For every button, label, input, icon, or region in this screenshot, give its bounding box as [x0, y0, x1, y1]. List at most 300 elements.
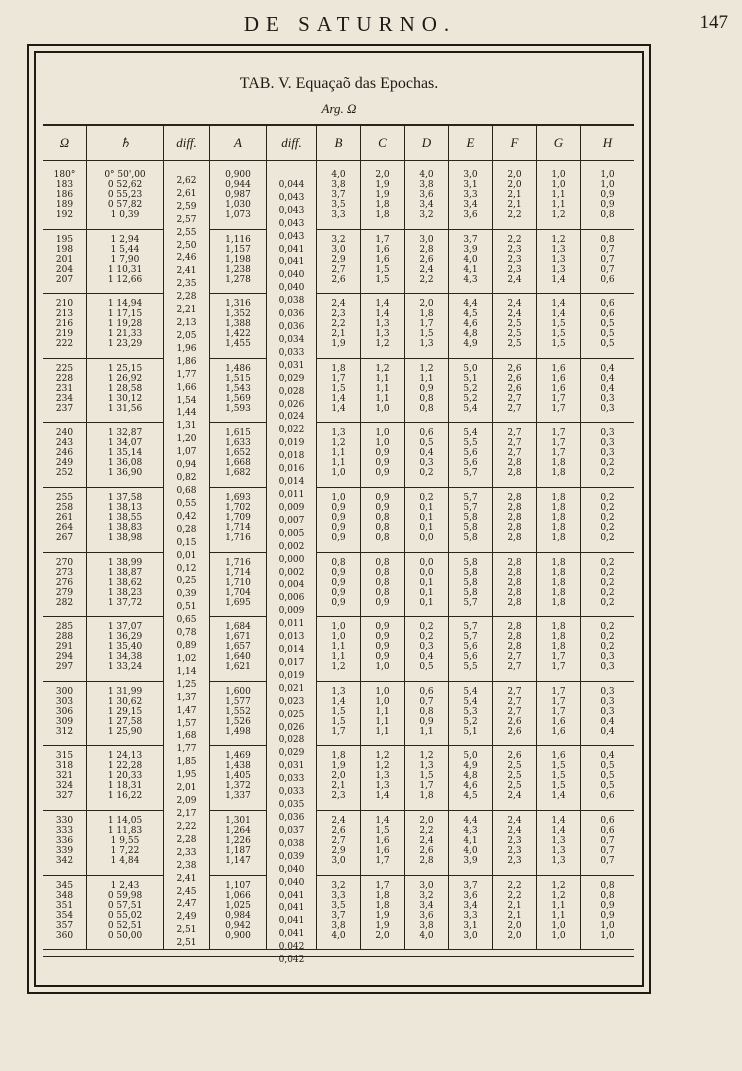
table-cell: 2,8 [419, 244, 434, 255]
table-title: TAB. V. Equaçaõ das Epochas. [239, 75, 439, 92]
table-cell: 4,0 [419, 930, 434, 941]
table-cell: 2,8 [507, 597, 522, 608]
cell-group-d [405, 751, 448, 815]
table-cell: 1 18,31 [107, 781, 143, 792]
group-separator [210, 552, 266, 553]
table-cell: 0,029 [278, 373, 305, 384]
table-cell: 1 36,08 [107, 458, 143, 469]
table-cell: 1,714 [225, 523, 251, 533]
table-cell: 1,3 [419, 339, 434, 350]
table-cell: 1,0 [331, 468, 346, 479]
table-cell: 2,0 [419, 816, 434, 826]
table-cell: 1,702 [225, 503, 251, 513]
table-cell: 1 38,99 [107, 557, 143, 568]
table-cell: 354 [55, 910, 74, 921]
cell-group-saturn [87, 558, 163, 622]
group-separator [537, 745, 580, 746]
group-separator [317, 358, 360, 359]
cell-group-diff-a [164, 564, 209, 628]
cell-group-saturn [87, 170, 163, 234]
cell-group-f [493, 751, 536, 815]
cell-group-b [317, 687, 360, 751]
group-separator [581, 552, 634, 553]
group-separator [449, 422, 492, 423]
cell-group-g [537, 493, 580, 557]
table-cell: 1,6 [375, 836, 390, 846]
column-diff-b [267, 126, 317, 966]
table-cell: 2,6 [507, 726, 522, 737]
group-separator [405, 293, 448, 294]
table-cell: 5,0 [463, 363, 478, 374]
table-cell: 0,25 [176, 576, 197, 587]
group-separator [87, 810, 163, 811]
table-cell: 1 38,62 [107, 577, 143, 588]
table-cell: 0,2 [419, 622, 434, 633]
cell-group-e [449, 751, 492, 815]
table-cell: 0,033 [278, 347, 305, 358]
table-cell: 3,0 [331, 856, 346, 866]
table-cell: 1,0 [600, 920, 615, 931]
table-cell: 1,2 [375, 339, 390, 350]
table-cell: 222 [55, 339, 74, 350]
table-cell: 0,3 [600, 686, 615, 697]
table-cell: 1,668 [225, 458, 251, 469]
table-cell: 0,9 [600, 900, 615, 911]
cell-group-f [493, 170, 536, 234]
cell-group-f [493, 816, 536, 880]
table-cell: 1,4 [331, 393, 346, 404]
table-cell: 5,4 [463, 428, 478, 439]
column-omega [43, 126, 87, 949]
table-cell: 1,6 [551, 383, 566, 394]
table-cell: 1 35,14 [107, 448, 143, 459]
group-separator [449, 293, 492, 294]
table-cell: 5,2 [463, 393, 478, 404]
table-cell: 2,4 [419, 264, 434, 275]
table-cell: 2,8 [507, 622, 522, 633]
table-cell: 1,9 [375, 920, 390, 931]
table-cell: 1,652 [225, 448, 251, 459]
table-cell: 0,9 [375, 632, 390, 643]
group-separator [493, 422, 536, 423]
table-cell: 1,7 [375, 856, 390, 866]
bottom-rule [43, 956, 634, 957]
group-separator [537, 875, 580, 876]
table-cell: 1,8 [551, 523, 566, 533]
table-cell: 0,040 [278, 283, 305, 294]
table-cell: 1,107 [225, 880, 251, 891]
table-frame-inner [34, 51, 644, 987]
table-cell: 1,8 [551, 557, 566, 568]
table-cell: 1,1 [331, 642, 346, 653]
table-cell: 0,026 [278, 399, 305, 410]
table-cell: 1,025 [225, 900, 251, 911]
table-cell: 0,2 [419, 468, 434, 479]
table-cell: 2,6 [331, 826, 346, 836]
cell-group-e [449, 687, 492, 751]
table-cell: 345 [55, 880, 74, 891]
table-cell: 1,5 [331, 716, 346, 727]
table-cell: 1,7 [419, 319, 434, 330]
table-cell: 1,5 [551, 319, 566, 330]
table-cell: 0,006 [278, 593, 305, 604]
table-cell: 0,2 [600, 513, 615, 523]
table-cell: 1,422 [225, 329, 251, 340]
cell-group-f [493, 622, 536, 686]
table-cell: 1,455 [225, 339, 251, 350]
table-cell: 1,4 [551, 816, 566, 826]
cell-group-saturn [87, 299, 163, 363]
table-cell: 1,5 [375, 264, 390, 275]
table-cell: 342 [55, 856, 74, 866]
table-cell: 1,615 [225, 428, 251, 439]
table-cell: 1,5 [551, 771, 566, 782]
group-separator [210, 875, 266, 876]
group-separator [449, 552, 492, 553]
table-cell: 1 30,62 [107, 696, 143, 707]
table-cell: 3,6 [463, 890, 478, 901]
table-cell: 3,3 [331, 210, 346, 220]
table-cell: 2,09 [176, 796, 197, 807]
table-cell: 297 [55, 662, 74, 673]
group-separator [493, 487, 536, 488]
table-cell: 339 [55, 846, 74, 856]
table-cell: 5,6 [463, 448, 478, 459]
table-cell: 0,4 [600, 726, 615, 737]
cell-group-diff-b [267, 632, 316, 696]
table-cell: 0,4 [600, 751, 615, 762]
table-cell: 4,5 [463, 791, 478, 802]
table-cell: 306 [55, 706, 74, 717]
table-cell: 0,013 [278, 632, 305, 643]
table-cell: 2,33 [176, 847, 197, 858]
table-cell: 1,4 [375, 791, 390, 802]
group-separator [537, 293, 580, 294]
table-cell: 2,47 [176, 899, 197, 910]
table-cell: 3,4 [463, 900, 478, 911]
table-cell: 1,3 [419, 761, 434, 772]
table-cell: 1 32,87 [107, 428, 143, 439]
table-cell: 2,49 [176, 912, 197, 923]
table-cell: 0,65 [176, 615, 197, 626]
cell-group-h [581, 816, 634, 880]
table-cell: 5,6 [463, 642, 478, 653]
table-cell: 1,3 [551, 264, 566, 275]
table-cell: 0,8 [419, 403, 434, 414]
table-cell: 261 [55, 513, 74, 523]
cell-group-f [493, 687, 536, 751]
group-separator [537, 358, 580, 359]
table-cell: 1,486 [225, 363, 251, 374]
table-cell: 1,3 [551, 856, 566, 866]
table-cell: 0,0 [419, 557, 434, 568]
table-cell: 1,0 [375, 662, 390, 673]
table-cell: 1 5,44 [110, 244, 140, 255]
table-cell: 2,13 [176, 318, 197, 329]
table-cell: 1,3 [331, 428, 346, 439]
table-cell: 3,8 [419, 180, 434, 190]
table-cell: 2,55 [176, 227, 197, 238]
cell-group-e [449, 493, 492, 557]
table-cell: 5,7 [463, 493, 478, 503]
table-cell: 0,9 [600, 200, 615, 210]
cell-group-c [361, 751, 404, 815]
table-cell: 2,4 [331, 299, 346, 310]
cell-group-omega [43, 751, 86, 815]
group-separator [581, 229, 634, 230]
cell-group-saturn [87, 428, 163, 492]
table-cell: 1,682 [225, 468, 251, 479]
table-cell: 2,61 [176, 188, 197, 199]
table-cell: 2,22 [176, 822, 197, 832]
table-cell: 3,1 [463, 920, 478, 931]
table-cell: 0,28 [176, 524, 197, 535]
table-cell: 1,9 [375, 180, 390, 190]
group-separator [581, 745, 634, 746]
table-cell: 324 [55, 781, 74, 792]
group-separator [87, 422, 163, 423]
group-separator [405, 875, 448, 876]
table-cell: 1,8 [551, 513, 566, 523]
cell-group-diff-a [164, 757, 209, 821]
table-cell: 0,3 [600, 448, 615, 459]
table-cell: 1 37,07 [107, 622, 143, 633]
table-cell: 0,7 [600, 846, 615, 856]
table-cell: 207 [55, 274, 74, 285]
group-separator [210, 293, 266, 294]
table-cell: 1 27,58 [107, 716, 143, 727]
table-cell: 2,5 [507, 771, 522, 782]
table-cell: 1,47 [176, 705, 197, 716]
table-cell: 2,1 [507, 200, 522, 210]
table-cell: 0,8 [600, 234, 615, 245]
table-cell: 2,6 [507, 373, 522, 384]
table-cell: 1 22,28 [107, 761, 143, 772]
cell-group-d [405, 881, 448, 945]
table-cell: 3,3 [463, 190, 478, 200]
table-cell: 2,4 [507, 826, 522, 836]
group-separator [537, 810, 580, 811]
table-cell: 2,2 [507, 234, 522, 245]
cell-group-omega [43, 558, 86, 622]
table-cell: 0,6 [419, 686, 434, 697]
table-cell: 1 21,33 [107, 329, 143, 340]
table-cell: 3,2 [331, 234, 346, 245]
group-separator [43, 552, 86, 553]
table-cell: 2,8 [507, 513, 522, 523]
table-cell: 2,7 [331, 836, 346, 846]
group-separator [449, 745, 492, 746]
table-cell: 0,033 [278, 787, 305, 798]
table-cell: 0,9 [331, 577, 346, 588]
table-cell: 1,44 [176, 408, 197, 419]
table-cell: 1,5 [551, 339, 566, 350]
cell-group-g [537, 235, 580, 299]
table-cell: 0,944 [225, 180, 251, 190]
group-separator [493, 293, 536, 294]
table-cell: 2,51 [176, 925, 197, 936]
table-cell: 1,0 [375, 438, 390, 449]
table-cell: 264 [55, 523, 74, 533]
cell-group-e [449, 816, 492, 880]
table-cell: 2,0 [507, 920, 522, 931]
cell-group-diff-b [267, 245, 316, 309]
table-cell: 3,0 [419, 234, 434, 245]
table-cell: 1 31,56 [107, 403, 143, 414]
table-cell: 1,7 [419, 781, 434, 792]
table-cell: 0,9 [600, 190, 615, 200]
table-cell: 0,1 [419, 513, 434, 523]
table-cell: 2,7 [507, 662, 522, 673]
table-cell: 0,2 [419, 493, 434, 503]
table-cell: 3,6 [419, 190, 434, 200]
table-cell: 2,62 [176, 176, 197, 186]
table-cell: 0 50,00 [107, 930, 143, 941]
table-cell: 3,5 [331, 200, 346, 210]
table-cell: 2,8 [419, 856, 434, 866]
table-cell: 2,41 [176, 266, 197, 277]
cell-group-d [405, 493, 448, 557]
table-cell: 1 36,29 [107, 632, 143, 643]
table-cell: 1,116 [225, 234, 251, 245]
group-separator [87, 745, 163, 746]
table-cell: 0,9 [331, 503, 346, 513]
table-cell: 0,031 [278, 360, 305, 371]
table-cell: 2,5 [507, 319, 522, 330]
cell-group-saturn [87, 493, 163, 557]
table-cell: 2,1 [331, 781, 346, 792]
table-frame [27, 44, 651, 994]
table-cell: 1,2 [551, 234, 566, 245]
cell-group-g [537, 816, 580, 880]
table-cell: 1,1 [551, 190, 566, 200]
table-cell: 2,9 [331, 254, 346, 265]
cell-group-g [537, 364, 580, 428]
cell-group-h [581, 235, 634, 299]
table-cell: 0,6 [600, 274, 615, 285]
table-cell: 1 33,24 [107, 662, 143, 673]
table-cell: 0,0 [419, 533, 434, 543]
table-cell: 3,2 [331, 880, 346, 891]
table-cell: 4,5 [463, 309, 478, 320]
table-cell: 1,3 [551, 254, 566, 265]
cell-group-c [361, 622, 404, 686]
table-cell: 0,3 [600, 403, 615, 414]
table-cell: 5,1 [463, 373, 478, 384]
table-cell: 243 [55, 438, 74, 449]
table-cell: 210 [55, 299, 74, 310]
table-cell: 1,57 [176, 718, 197, 729]
table-cell: 300 [55, 686, 74, 697]
table-cell: 5,8 [463, 577, 478, 588]
cell-group-h [581, 428, 634, 492]
cell-group-saturn [87, 235, 163, 299]
table-cell: 0,2 [600, 533, 615, 543]
table-cell: 0,9 [375, 448, 390, 459]
table-cell: 2,5 [507, 329, 522, 340]
group-separator [493, 810, 536, 811]
table-cell: 1,3 [375, 329, 390, 340]
cell-group-diff-b [267, 761, 316, 825]
group-separator [317, 293, 360, 294]
table-cell: 2,1 [507, 900, 522, 911]
table-cell: 1 23,29 [107, 339, 143, 350]
table-cell: 2,7 [507, 403, 522, 414]
table-cell: 1,709 [225, 513, 251, 523]
group-separator [43, 358, 86, 359]
table-cell: 1,1 [419, 373, 434, 384]
table-cell: 1,1 [331, 458, 346, 469]
table-cell: 0,4 [600, 383, 615, 394]
table-cell: 2,2 [507, 880, 522, 891]
table-cell: 3,5 [331, 900, 346, 911]
table-cell: 0,3 [419, 642, 434, 653]
table-cell: 2,6 [419, 254, 434, 265]
table-cell: 2,6 [507, 716, 522, 727]
table-cell: 1 38,55 [107, 513, 143, 523]
table-cell: 1,96 [176, 343, 197, 354]
table-cell: 5,7 [463, 632, 478, 643]
column-header-f: F [493, 126, 536, 161]
group-separator [317, 552, 360, 553]
table-cell: 1,77 [176, 744, 197, 755]
cell-group-c [361, 235, 404, 299]
table-cell: 231 [55, 383, 74, 394]
group-separator [43, 681, 86, 682]
table-cell: 1,6 [375, 244, 390, 255]
table-cell: 1,5 [551, 761, 566, 772]
table-cell: 0,1 [419, 523, 434, 533]
table-cell: 1,2 [419, 363, 434, 374]
table-cell: 1,7 [375, 880, 390, 891]
table-cell: 1,405 [225, 771, 251, 782]
table-cell: 291 [55, 642, 74, 653]
table-cell: 1,073 [225, 210, 251, 220]
table-cell: 0,68 [176, 485, 197, 496]
table-cell: 0,021 [278, 683, 305, 694]
table-cell: 0,5 [600, 329, 615, 340]
cell-group-b [317, 493, 360, 557]
table-cell: 1,2 [419, 751, 434, 762]
table-cell: 0,040 [278, 270, 305, 281]
table-cell: 2,17 [176, 808, 197, 819]
group-separator [537, 487, 580, 488]
group-separator [43, 616, 86, 617]
cell-group-diff-a [164, 822, 209, 886]
group-separator [405, 358, 448, 359]
table-cell: 3,8 [419, 920, 434, 931]
table-cell: 0,9 [375, 468, 390, 479]
table-cell: 1,695 [225, 597, 251, 608]
table-cell: 1,8 [551, 632, 566, 643]
cell-group-omega [43, 493, 86, 557]
table-cell: 2,3 [507, 846, 522, 856]
table-cell: 1,4 [375, 816, 390, 826]
table-cell: 1,8 [375, 210, 390, 220]
table-cell: 1,4 [551, 274, 566, 285]
table-cell: 1,8 [551, 587, 566, 598]
cell-group-omega [43, 816, 86, 880]
table-cell: 1,7 [551, 652, 566, 663]
table-cell: 1,2 [551, 890, 566, 901]
cell-group-d [405, 170, 448, 234]
table-cell: 0,011 [278, 489, 305, 500]
group-separator [87, 293, 163, 294]
table-cell: 2,7 [331, 264, 346, 275]
table-cell: 1,3 [331, 686, 346, 697]
table-cell: 1,352 [225, 309, 251, 320]
table-cell: 0,6 [600, 791, 615, 802]
